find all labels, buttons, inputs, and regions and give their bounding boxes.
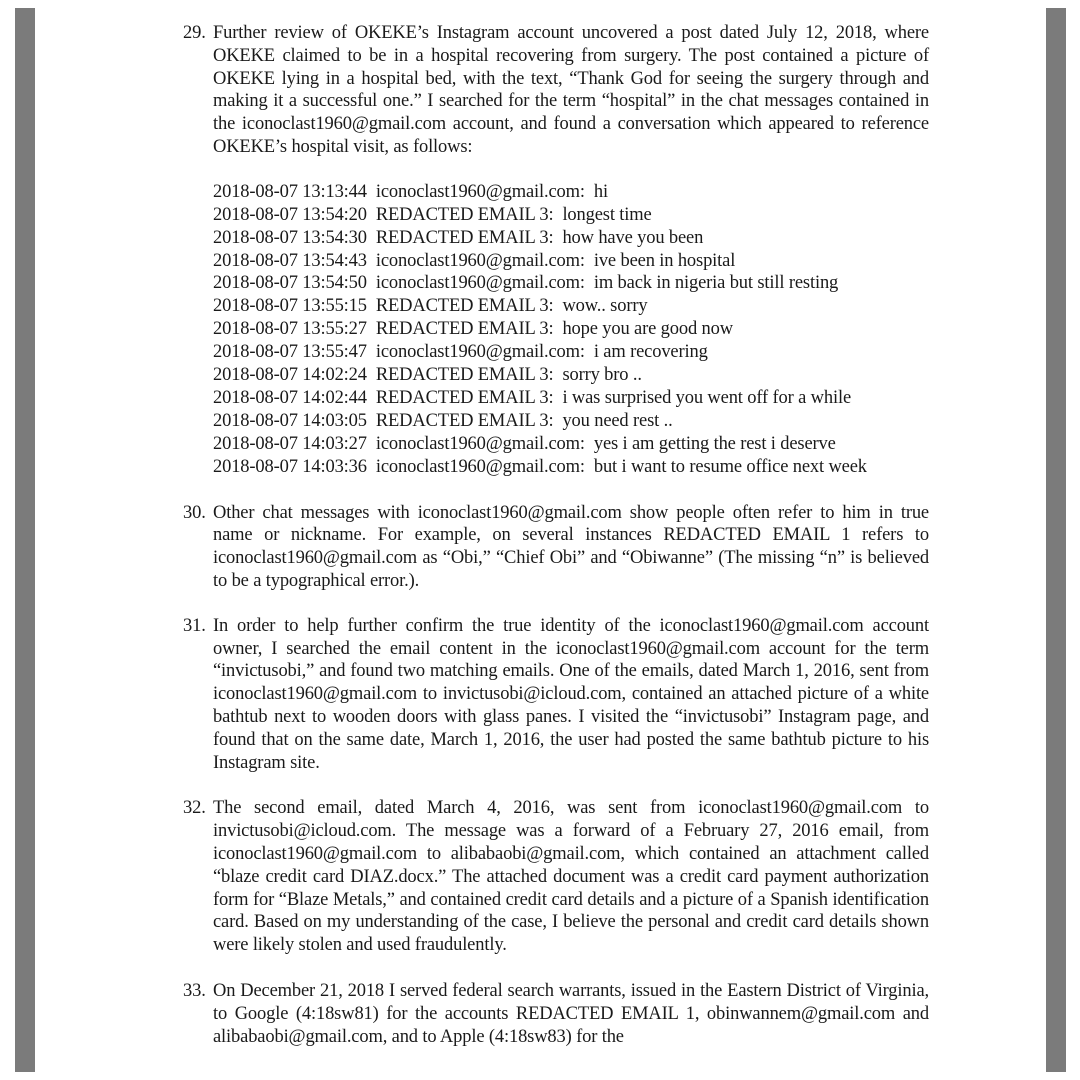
paragraph-text: Other chat messages with iconoclast1960@gmail.com show people often refer to him in true name or nickname. For example, on several instances REDACTED EMAIL 1 refers to iconoclast1960@gmail.com as “Obi,” “Chief Obi” and “Obiwanne” (The missing “n” is believed to be a typographical error.). bbox=[213, 502, 929, 591]
chat-sender: REDACTED EMAIL 3: bbox=[375, 227, 554, 248]
chat-line bbox=[213, 250, 929, 273]
chat-message: you need rest .. bbox=[562, 410, 673, 431]
chat-message: wow.. sorry bbox=[562, 296, 648, 317]
paragraph-33 bbox=[183, 980, 929, 1048]
chat-message: i am recovering bbox=[593, 342, 708, 363]
chat-line bbox=[213, 272, 929, 295]
paragraph-number: 30. bbox=[183, 502, 206, 523]
chat-message: hope you are good now bbox=[562, 319, 733, 340]
chat-timestamp: 2018-08-07 14:03:05 bbox=[213, 410, 367, 431]
chat-line bbox=[213, 227, 929, 250]
chat-sender: iconoclast1960@gmail.com: bbox=[375, 342, 585, 363]
chat-timestamp: 2018-08-07 14:03:36 bbox=[213, 456, 367, 477]
paragraph-31 bbox=[183, 615, 929, 775]
chat-sender: REDACTED EMAIL 3: bbox=[375, 365, 554, 386]
paragraph-number: 33. bbox=[183, 980, 206, 1001]
chat-line bbox=[213, 341, 929, 364]
chat-sender: REDACTED EMAIL 3: bbox=[375, 296, 554, 317]
paragraph-text: In order to help further confirm the true identity of the iconoclast1960@gmail.com account owner, I searched the email content in the iconoclast1960@gmail.com account for the term “invictusobi,” and found two matching emails. One of the emails, dated March 1, 2016, sent from iconoclast1960@gmail.com to invictusobi@icloud.com, contained an attached picture of a white bathtub next to wooden doors with glass panes. I visited the “invictusobi” Instagram page, and found that on the same date, March 1, 2016, the user had posted the same bathtub picture to his Instagram site. bbox=[213, 615, 929, 773]
chat-timestamp: 2018-08-07 13:13:44 bbox=[213, 181, 367, 202]
chat-line bbox=[213, 295, 929, 318]
chat-message: ive been in hospital bbox=[593, 250, 736, 271]
left-frame-bar bbox=[15, 8, 35, 1072]
document-page bbox=[183, 22, 929, 1048]
chat-message: im back in nigeria but still resting bbox=[593, 273, 839, 294]
chat-message: longest time bbox=[562, 204, 652, 225]
chat-sender: iconoclast1960@gmail.com: bbox=[375, 433, 585, 454]
chat-sender: REDACTED EMAIL 3: bbox=[375, 387, 554, 408]
chat-message: sorry bro .. bbox=[562, 365, 642, 386]
paragraph-number: 31. bbox=[183, 615, 206, 636]
chat-line bbox=[213, 181, 929, 204]
chat-message: but i want to resume office next week bbox=[593, 456, 867, 477]
chat-sender: REDACTED EMAIL 3: bbox=[375, 204, 554, 225]
chat-line bbox=[213, 456, 929, 479]
chat-sender: iconoclast1960@gmail.com: bbox=[375, 456, 585, 477]
chat-timestamp: 2018-08-07 13:54:30 bbox=[213, 227, 367, 248]
chat-message: yes i am getting the rest i deserve bbox=[593, 433, 836, 454]
chat-log bbox=[183, 181, 929, 479]
paragraph-text: The second email, dated March 4, 2016, was sent from iconoclast1960@gmail.com to invictusobi@icloud.com. The message was a forward of a February 27, 2016 email, from iconoclast1960@gmail.com to alibabaobi@gmail.com, which contained an attachment called “blaze credit card DIAZ.docx.” The attached document was a credit card payment authorization form for “Blaze Metals,” and contained credit card details and a picture of a Spanish identification card. Based on my understanding of the case, I believe the personal and credit card details shown were likely stolen and used fraudulently. bbox=[213, 798, 929, 956]
paragraph-number: 29. bbox=[183, 23, 206, 43]
chat-timestamp: 2018-08-07 13:55:15 bbox=[213, 296, 367, 317]
chat-message: how have you been bbox=[562, 227, 704, 248]
chat-sender: REDACTED EMAIL 3: bbox=[375, 319, 554, 340]
chat-line bbox=[213, 387, 929, 410]
chat-sender: iconoclast1960@gmail.com: bbox=[375, 273, 585, 294]
chat-sender: iconoclast1960@gmail.com: bbox=[375, 250, 585, 271]
chat-timestamp: 2018-08-07 13:54:50 bbox=[213, 273, 367, 294]
chat-timestamp: 2018-08-07 13:55:47 bbox=[213, 342, 367, 363]
chat-line bbox=[213, 204, 929, 227]
paragraph-number: 32. bbox=[183, 798, 206, 819]
chat-timestamp: 2018-08-07 13:54:43 bbox=[213, 250, 367, 271]
chat-line bbox=[213, 410, 929, 433]
right-frame-bar bbox=[1046, 8, 1066, 1072]
chat-message: hi bbox=[593, 181, 608, 202]
chat-sender: REDACTED EMAIL 3: bbox=[375, 410, 554, 431]
chat-sender: iconoclast1960@gmail.com: bbox=[375, 181, 585, 202]
chat-message: i was surprised you went off for a while bbox=[562, 387, 852, 408]
paragraph-29 bbox=[183, 22, 929, 159]
chat-line bbox=[213, 364, 929, 387]
chat-timestamp: 2018-08-07 13:55:27 bbox=[213, 319, 367, 340]
chat-timestamp: 2018-08-07 14:02:24 bbox=[213, 365, 367, 386]
chat-timestamp: 2018-08-07 14:03:27 bbox=[213, 433, 367, 454]
paragraph-30 bbox=[183, 502, 929, 593]
chat-timestamp: 2018-08-07 14:02:44 bbox=[213, 387, 367, 408]
chat-line bbox=[213, 318, 929, 341]
chat-timestamp: 2018-08-07 13:54:20 bbox=[213, 204, 367, 225]
paragraph-text: Further review of OKEKE’s Instagram account uncovered a post dated July 12, 2018, where OKEKE claimed to be in a hospital recovering from surgery. The post contained a picture of OKEKE lying in a hospital bed, with the text, “Thank God for seeing the surgery through and making it a successful one.” I searched for the term “hospital” in the chat messages contained in the iconoclast1960@gmail.com account, and found a conversation which appeared to reference OKEKE’s hospital visit, as follows: bbox=[213, 23, 929, 157]
paragraph-32 bbox=[183, 797, 929, 957]
paragraph-text: On December 21, 2018 I served federal search warrants, issued in the Eastern District of Virginia, to Google (4:18sw81) for the accounts REDACTED EMAIL 1, obinwannem@gmail.com and alibabaobi@gmail.com, and to Apple (4:18sw83) for the bbox=[213, 980, 929, 1047]
chat-line bbox=[213, 433, 929, 456]
